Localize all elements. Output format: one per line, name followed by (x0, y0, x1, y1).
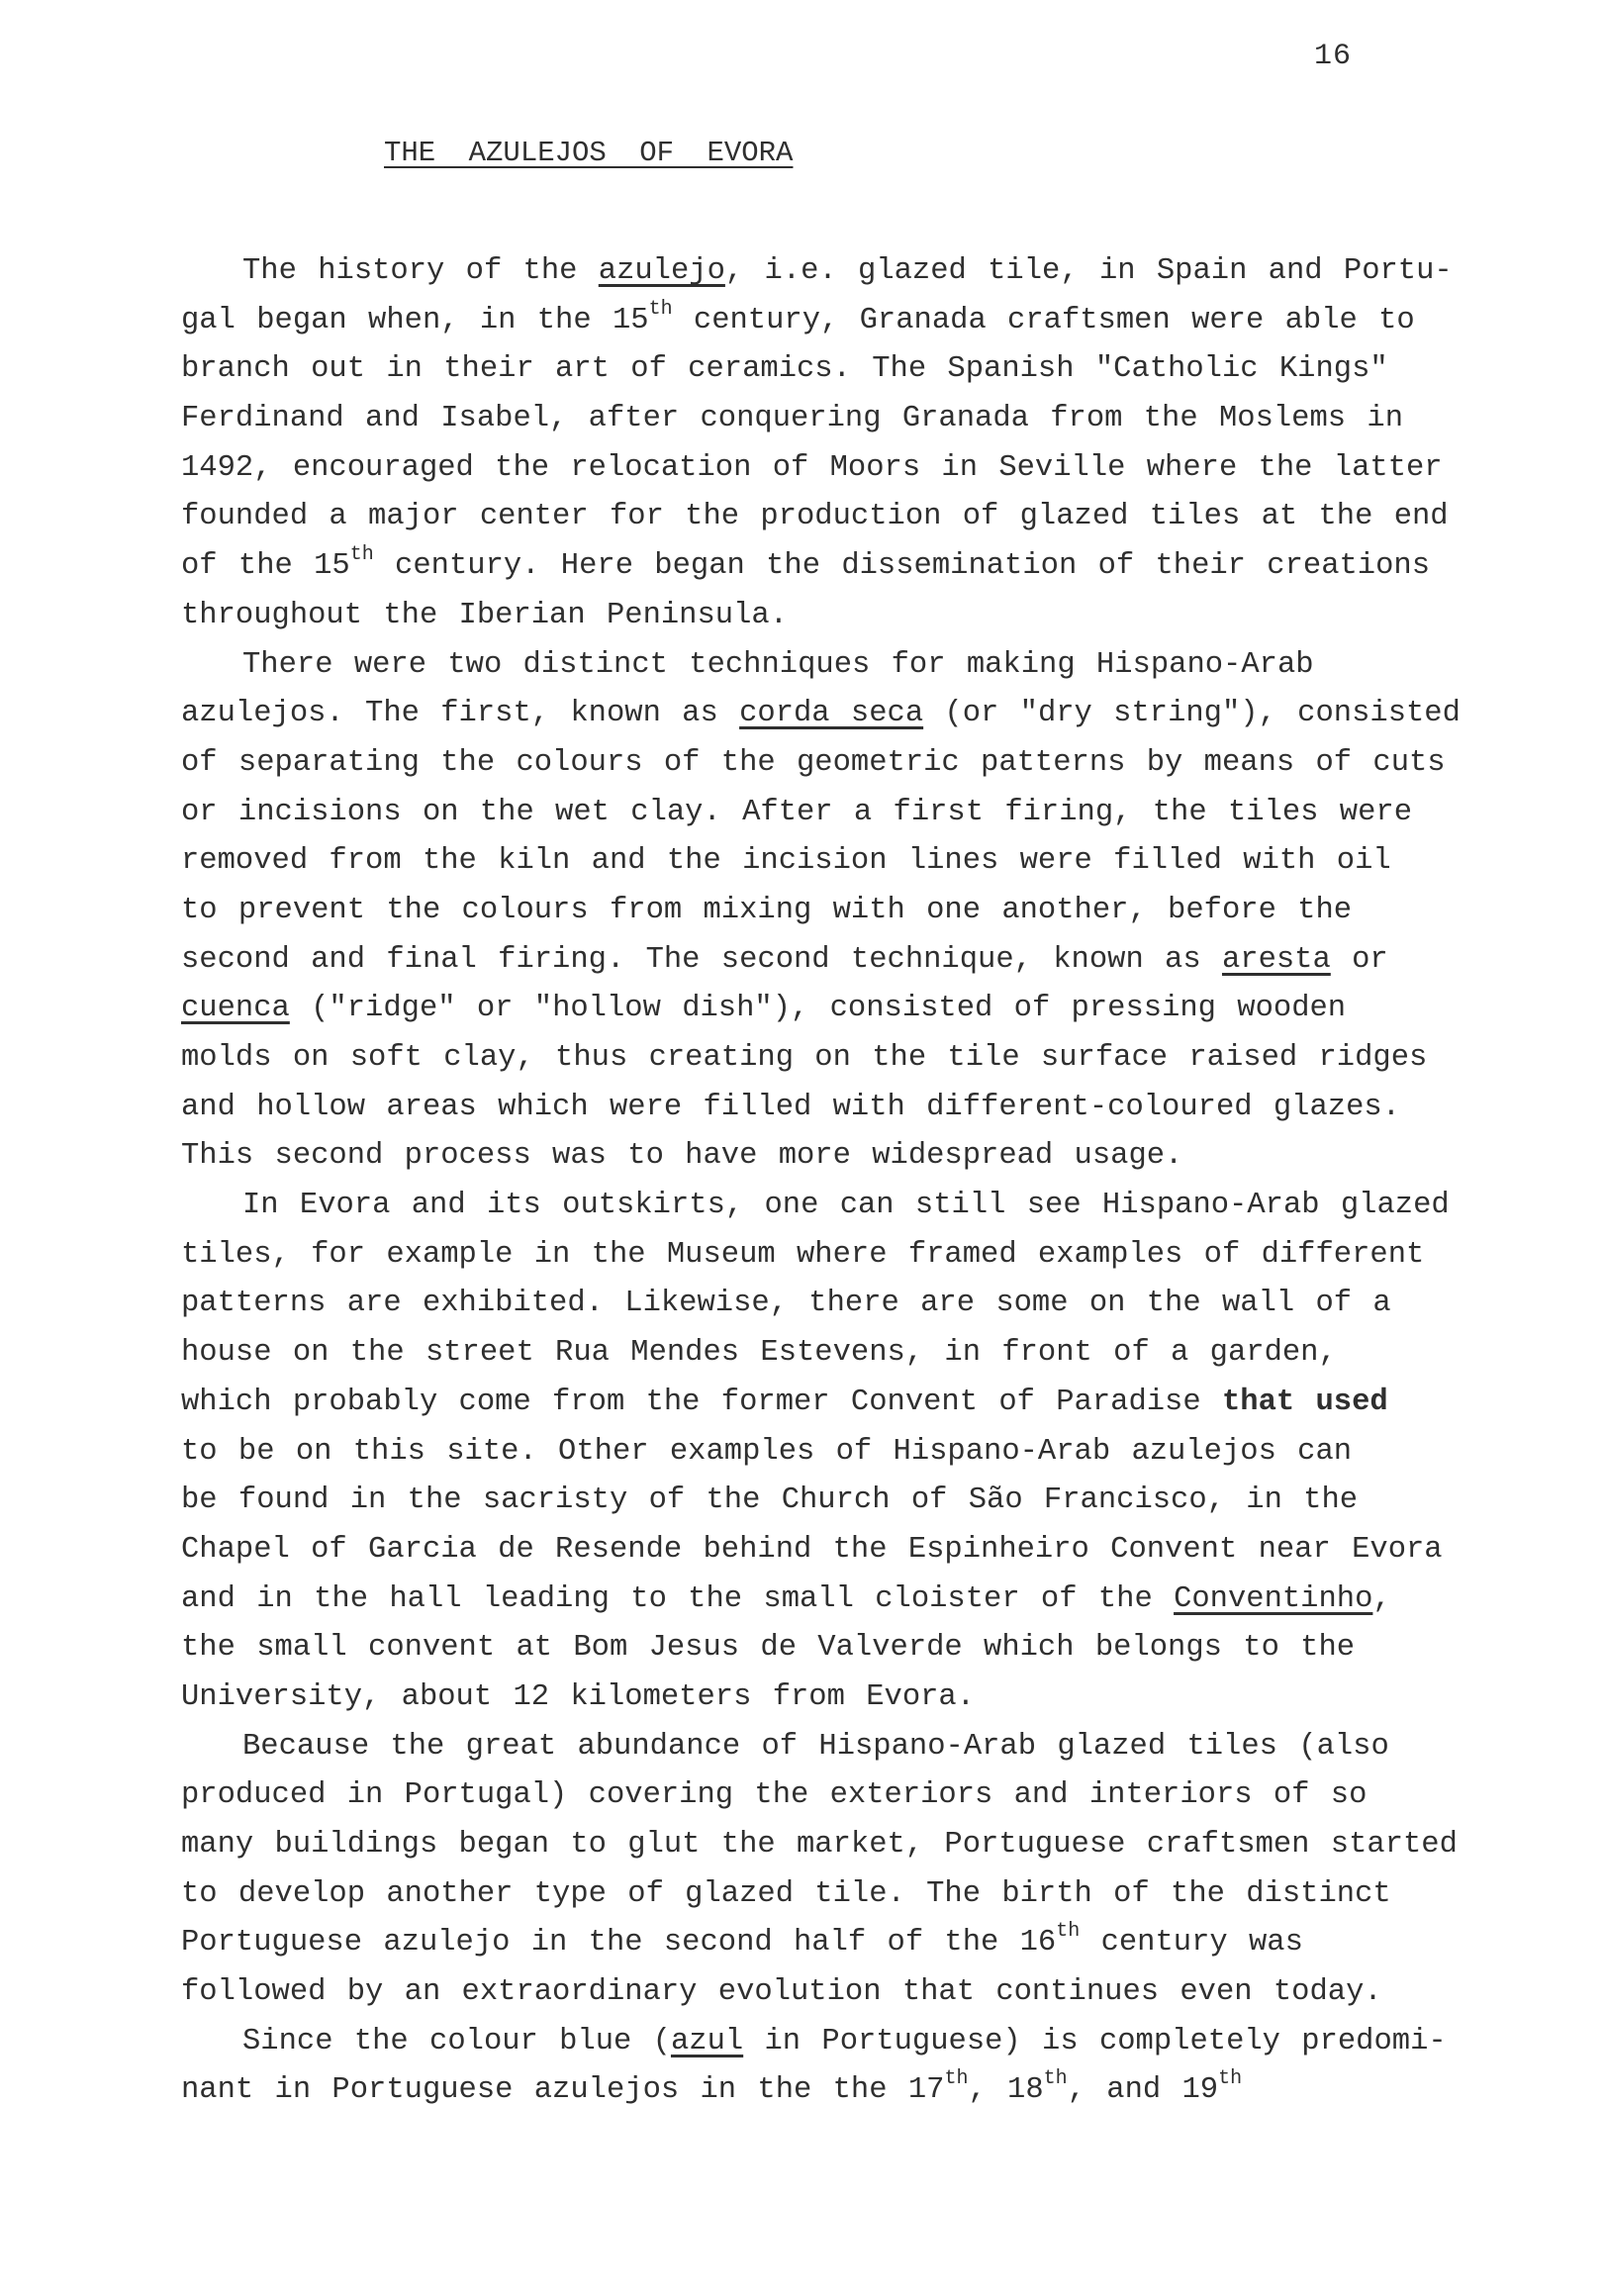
text-line (181, 1821, 1586, 1870)
text-line (181, 887, 1586, 936)
text-line (181, 837, 1586, 887)
text-line (181, 1034, 1586, 1084)
text-run: , and 19 (1067, 2073, 1219, 2108)
text-run: removed from the kiln and the incision lines were filled with oil (181, 844, 1391, 879)
text-run: Chapel of Garcia de Resende behind the Espinheiro Convent near Evora (181, 1532, 1443, 1567)
text-run: second and final firing. The second technique, known as (181, 942, 1222, 977)
text-run: followed by an extraordinary evolution that continues even today. (181, 1975, 1382, 2010)
text-line (181, 739, 1586, 789)
text-run: and hollow areas which were filled with different-coloured glazes. (181, 1090, 1400, 1124)
text-run: many buildings began to glut the market, Portuguese craftsmen started (181, 1828, 1458, 1862)
text-run: house on the street Rua Mendes Estevens, in front of a garden, (181, 1336, 1337, 1371)
text-run: or (1330, 942, 1388, 977)
underlined-term: Conventinho (1174, 1581, 1373, 1616)
text-run: to be on this site. Other examples of Hispano-Arab azulejos can (181, 1434, 1353, 1469)
text-run: azulejos. The first, known as (181, 697, 740, 731)
text-run: This second process was to have more widespread usage. (181, 1139, 1183, 1174)
text-line (181, 1428, 1586, 1478)
text-run: , i.e. glazed tile, in Spain and Portu- (724, 254, 1453, 288)
text-line (181, 1132, 1586, 1182)
text-run: , (1372, 1581, 1391, 1616)
text-line (181, 1624, 1586, 1674)
superscript: th (349, 543, 374, 567)
text-run: that used (1221, 1385, 1388, 1419)
text-line (181, 1280, 1586, 1329)
text-run: be found in the sacristy of the Church of São Francisco, in the (181, 1483, 1359, 1518)
text-run: molds on soft clay, thus creating on the tile surface raised ridges (181, 1041, 1428, 1075)
superscript: th (944, 2067, 969, 2091)
text-run: patterns are exhibited. Likewise, there are some on the wall of a (181, 1287, 1391, 1321)
text-run: or incisions on the wet clay. After a first firing, the tiles were (181, 795, 1412, 829)
text-run: In Evora and its outskirts, one can still see Hispano-Arab glazed (242, 1189, 1450, 1223)
text-run: produced in Portugal) covering the exteriors and interiors of so (181, 1778, 1368, 1813)
text-run: in Portuguese) is completely predomi- (743, 2024, 1447, 2058)
text-line (181, 985, 1586, 1034)
text-line (181, 444, 1586, 494)
text-line (181, 2066, 1586, 2116)
text-line (181, 1870, 1586, 1920)
text-run: There were two distinct techniques for making Hispano-Arab (242, 647, 1314, 682)
superscript: th (1043, 2067, 1068, 2091)
text-run: century was (1080, 1926, 1303, 1961)
text-line (181, 1182, 1586, 1231)
text-line (181, 1771, 1586, 1821)
text-run: ("ridge" or "hollow dish"), consisted of pressing wooden (289, 992, 1347, 1026)
text-run: founded a major center for the production of glazed tiles at the end (181, 500, 1449, 534)
underlined-term: corda seca (739, 697, 924, 731)
underlined-term: azul (670, 2024, 744, 2058)
text-line (181, 641, 1586, 691)
text-run: to develop another type of glazed tile. The birth of the distinct (181, 1876, 1391, 1911)
text-run: to prevent the colours from mixing with one another, before the (181, 893, 1353, 927)
body-text (181, 247, 1586, 2116)
text-line (181, 1231, 1586, 1281)
text-line (181, 1576, 1586, 1625)
text-run: tiles, for example in the Museum where framed examples of different (181, 1237, 1425, 1272)
underlined-term: aresta (1221, 942, 1331, 977)
text-run: University, about 12 kilometers from Evora. (181, 1679, 976, 1714)
text-run: and in the hall leading to the small cloister of the (181, 1581, 1175, 1616)
text-run: The history of the (242, 254, 599, 288)
text-run: of the 15 (181, 549, 350, 584)
text-line (181, 542, 1586, 592)
underlined-term: azulejo (598, 254, 725, 288)
text-line (181, 395, 1586, 444)
text-line (181, 789, 1586, 838)
page-number: 16 (1314, 40, 1353, 73)
underlined-term: cuenca (181, 992, 290, 1026)
text-run: branch out in their art of ceramics. The Spanish "Catholic Kings" (181, 352, 1388, 387)
superscript: th (648, 297, 673, 321)
text-run: Portuguese azulejo in the second half of the 16 (181, 1926, 1057, 1961)
text-run: of separating the colours of the geometric patterns by means of cuts (181, 745, 1446, 780)
text-line (181, 1084, 1586, 1133)
page-title: THE AZULEJOS OF EVORA (384, 137, 794, 169)
text-line (181, 1379, 1586, 1428)
text-run: Because the great abundance of Hispano-Arab glazed tiles (also (242, 1729, 1389, 1764)
text-line (181, 690, 1586, 739)
text-line (181, 1968, 1586, 2018)
text-run: Since the colour blue ( (242, 2024, 671, 2058)
text-run: , 18 (968, 2073, 1044, 2108)
text-line (181, 345, 1586, 395)
superscript: th (1056, 1920, 1081, 1944)
text-line (181, 1919, 1586, 1968)
text-run: Ferdinand and Isabel, after conquering Granada from the Moslems in (181, 402, 1403, 436)
text-line (181, 1723, 1586, 1772)
text-line (181, 1674, 1586, 1723)
text-line (181, 936, 1586, 986)
text-line (181, 493, 1586, 542)
text-run: the small convent at Bom Jesus de Valverde which belongs to the (181, 1631, 1356, 1666)
text-line (181, 297, 1586, 346)
text-line (181, 1329, 1586, 1379)
text-run: nant in Portuguese azulejos in the the 17 (181, 2073, 945, 2108)
superscript: th (1218, 2067, 1243, 2091)
text-line (181, 592, 1586, 641)
text-run: which probably come from the former Convent of Paradise (181, 1385, 1222, 1419)
text-run: century, Granada craftsmen were able to (672, 303, 1415, 337)
text-run: gal began when, in the 15 (181, 303, 649, 337)
text-run: 1492, encouraged the relocation of Moors in Seville where the latter (181, 450, 1443, 485)
text-line (181, 2018, 1586, 2067)
text-line (181, 1477, 1586, 1526)
text-run: century. Here began the dissemination of their creations (373, 549, 1431, 584)
text-line (181, 1526, 1586, 1576)
text-line (181, 247, 1586, 297)
text-run: (or "dry string"), consisted (923, 697, 1461, 731)
text-run: throughout the Iberian Peninsula. (181, 598, 788, 632)
